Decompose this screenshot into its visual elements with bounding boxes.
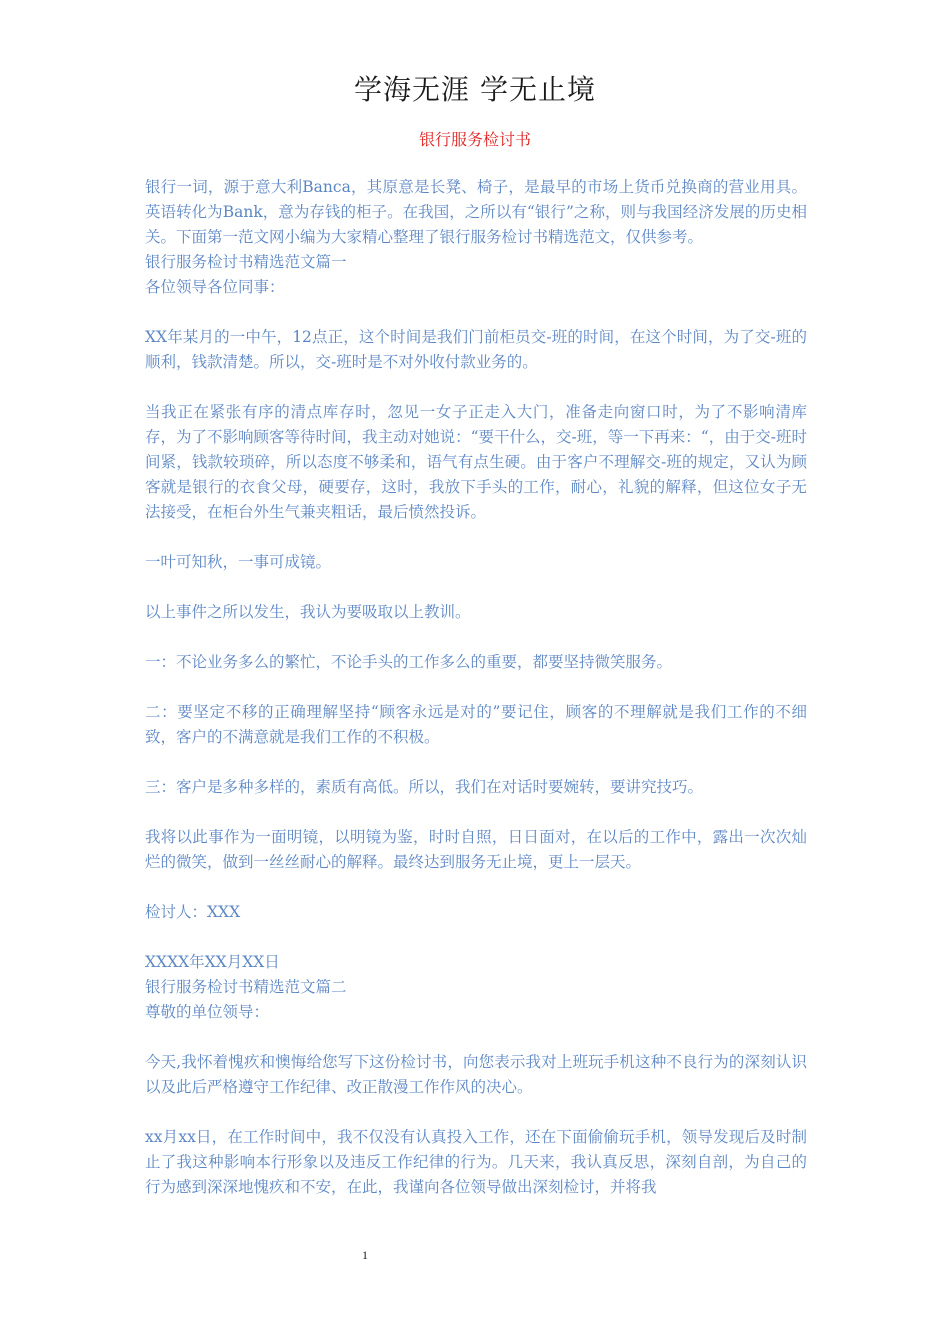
paragraph: 一：不论业务多么的繁忙，不论手头的工作多么的重要，都要坚持微笑服务。 — [145, 653, 673, 671]
page-number: 1 — [362, 1248, 368, 1262]
paragraph: 我将以此事作为一面明镜，以明镜为鉴，时时自照，日日面对，在以后的工作中，露出一次次灿烂的微笑，做到一丝丝耐心的解释。最终达到服务无止境，更上一层天。 — [145, 828, 807, 871]
paragraph: 二：要坚定不移的正确理解坚持“顾客永远是对的”要记住，顾客的不理解就是我们工作的不细致，客户的不满意就是我们工作的不积极。 — [145, 703, 807, 746]
paragraph: xx月xx日，在工作时间中，我不仅没有认真投入工作，还在下面偷偷玩手机，领导发现后及时制止了我这种影响本行形象以及违反工作纪律的行为。几天来，我认真反思，深刻自剖，为自己的行为感到深深地愧疚和不安，在此，我谨向各位领导做出深刻检讨，并将我 — [145, 1128, 807, 1196]
paragraph: 当我正在紧张有序的清点库存时，忽见一女子正走入大门，准备走向窗口时，为了不影响清库存，为了不影响顾客等待时间，我主动对她说：“要干什么，交-班，等一下再来：“，由于交-班时间紧，钱款较琐碎，所以态度不够柔和，语气有点生硬。由于客户不理解交-班的规定，又认为顾客就是银行的衣食父母，硬要存，这时，我放下手头的工作，耐心，礼貌的解释，但这位女子无法接受，在柜台外生气兼夹粗话，最后愤然投诉。 — [145, 403, 807, 521]
page-title: 学海无涯 学无止境 — [354, 73, 596, 106]
paragraph: 三：客户是多种多样的，素质有高低。所以，我们在对话时要婉转，要讲究技巧。 — [145, 778, 704, 796]
signature-line: 检讨人：XXX — [145, 903, 241, 921]
paragraph: XX年某月的一中午，12点正，这个时间是我们门前柜员交-班的时间，在这个时间，为了交-班的顺利，钱款清楚。所以，交-班时是不对外收付款业务的。 — [145, 328, 807, 371]
paragraph-intro: 银行一词，源于意大利Banca，其原意是长凳、椅子，是最早的市场上货币兑换商的营业用具。英语转化为Bank，意为存钱的柜子。在我国，之所以有“银行”之称，则与我国经济发展的历史相关。下面第一范文网小编为大家精心整理了银行服务检讨书精选范文，仅供参考。 — [145, 178, 807, 246]
salutation-2: 尊敬的单位领导： — [145, 1003, 270, 1021]
date-line: XXXX年XX月XX日 — [145, 953, 280, 971]
paragraph: 一叶可知秋，一事可成镜。 — [145, 553, 332, 571]
salutation-1: 各位领导各位同事： — [145, 278, 285, 296]
paragraph: 以上事件之所以发生，我认为要吸取以上教训。 — [145, 603, 471, 621]
document-subtitle: 银行服务检讨书 — [418, 130, 531, 149]
paragraph: 今天,我怀着愧疚和懊悔给您写下这份检讨书，向您表示我对上班玩手机这种不良行为的深刻认识以及此后严格遵守工作纪律、改正散漫工作作风的决心。 — [145, 1053, 807, 1096]
section-heading-1: 银行服务检讨书精选范文篇一 — [145, 253, 347, 271]
section-heading-2: 银行服务检讨书精选范文篇二 — [145, 978, 347, 996]
document-body — [145, 175, 807, 1200]
